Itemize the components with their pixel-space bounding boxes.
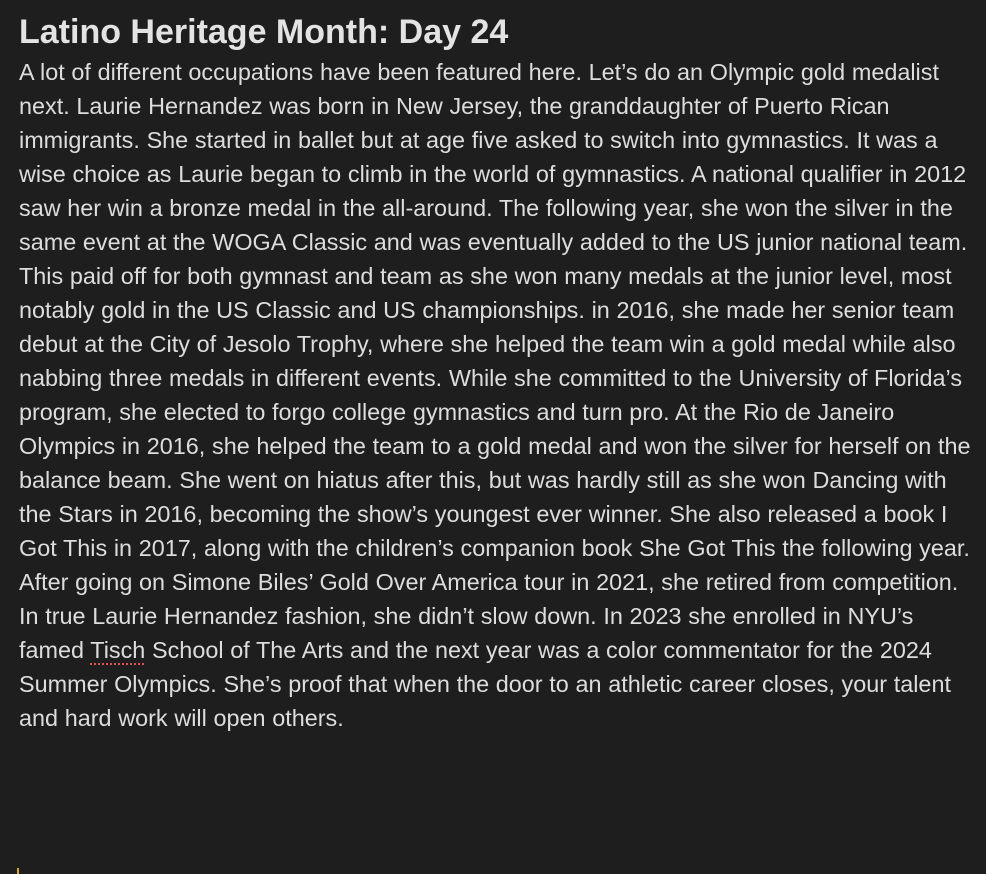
note-body[interactable] [19, 55, 972, 735]
note-body-text-end: School of The Arts and the next year was a color commentator for the 2024 Summer Olympics. She’s proof that when the door to an athletic career closes, your talent and hard work will open others. [19, 637, 951, 731]
text-cursor-marker [17, 868, 19, 874]
note-title[interactable]: Latino Heritage Month: Day 24 [19, 13, 509, 51]
note-body-text-start: A lot of different occupations have been featured here. Let’s do an Olympic gold medalist next. Laurie Hernandez was born in New Jersey, the granddaughter of Puerto Rican immigrants. She started in ballet but at age five asked to switch into gymnastics. It was a wise choice as Laurie began to climb in the world of gymnastics. A national qualifier in 2012 saw her win a bronze medal in the all-around. The following year, she won the silver in the same event at the WOGA Classic and was eventually added to the US junior national team. This paid off for both gymnast and team as she won many medals at the junior level, most notably gold in the US Classic and US championships. in 2016, she made her senior team debut at the City of Jesolo Trophy, where she helped the team win a gold medal while also nabbing three medals in different events. While she committed to the University of Florida’s program, she elected to forgo college gymnastics and turn pro. At the Rio de Janeiro Olympics in 2016, she helped the team to a gold medal and won the silver for herself on the balance beam. She went on hiatus after this, but was hardly still as she won Dancing with the Stars in 2016, becoming the show’s youngest ever winner. She also released a book I Got This in 2017, along with the children’s companion book She Got This the following year. After going on Simone Biles’ Gold Over America tour in 2021, she retired from competition. In true Laurie Hernandez fashion, she didn’t slow down. In 2023 she enrolled in NYU’s famed [19, 59, 971, 663]
misspelled-word[interactable]: Tisch [90, 637, 146, 663]
